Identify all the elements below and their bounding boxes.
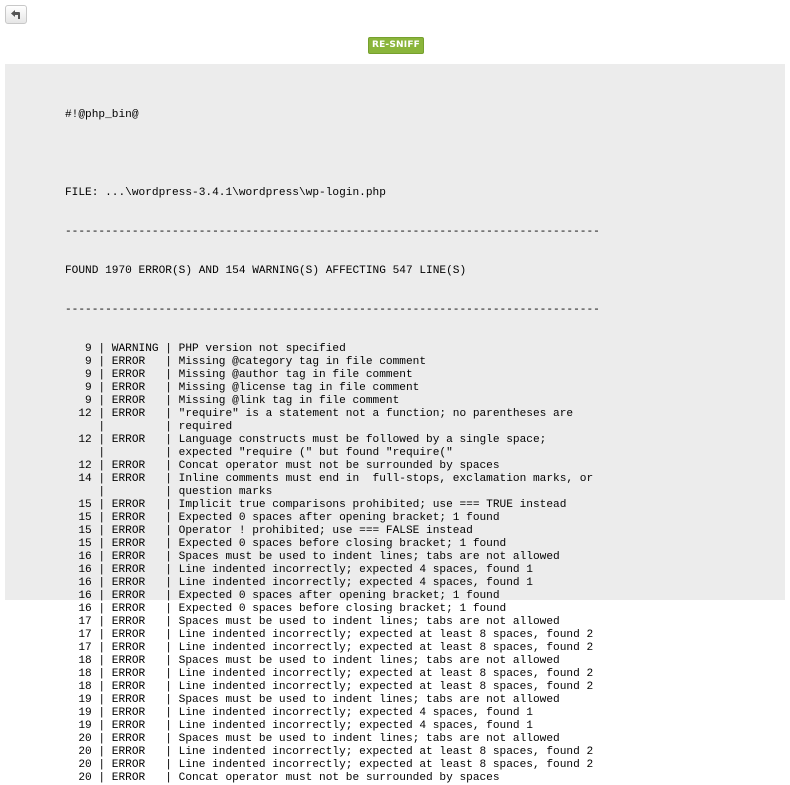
report-rows (65, 343, 600, 784)
report-row: 9 | ERROR | Missing @category tag in file comment (65, 356, 427, 368)
report-row: 20 | ERROR | Line indented incorrectly; expected at least 8 spaces, found 2 (65, 759, 594, 771)
report-row: 12 | ERROR | Concat operator must not be surrounded by spaces (65, 460, 500, 472)
report-row: | | expected "require (" but found "require(" (65, 447, 453, 459)
report-row: | | question marks (65, 486, 273, 498)
report-row: 16 | ERROR | Expected 0 spaces after opening bracket; 1 found (65, 590, 500, 602)
report-row: 12 | ERROR | "require" is a statement not a function; no parentheses are (65, 408, 574, 420)
report-row: 19 | ERROR | Spaces must be used to indent lines; tabs are not allowed (65, 694, 560, 706)
separator-line: -------------------------------------------------------------------------------- (65, 226, 600, 238)
report-row: 20 | ERROR | Concat operator must not be surrounded by spaces (65, 772, 500, 784)
report-row: 12 | ERROR | Language constructs must be followed by a single space; (65, 434, 547, 446)
report-row: 9 | ERROR | Missing @license tag in file comment (65, 382, 420, 394)
report-row: 16 | ERROR | Line indented incorrectly; expected 4 spaces, found 1 (65, 564, 533, 576)
report-row: 17 | ERROR | Spaces must be used to indent lines; tabs are not allowed (65, 616, 560, 628)
report-output (65, 83, 600, 784)
report-row: 15 | ERROR | Expected 0 spaces after opening bracket; 1 found (65, 512, 500, 524)
resniff-button[interactable]: RE-SNIFF (368, 37, 424, 54)
report-row: 15 | ERROR | Expected 0 spaces before closing bracket; 1 found (65, 538, 507, 550)
report-row: 15 | ERROR | Operator ! prohibited; use === FALSE instead (65, 525, 473, 537)
report-row: 20 | ERROR | Line indented incorrectly; expected at least 8 spaces, found 2 (65, 746, 594, 758)
report-row: 17 | ERROR | Line indented incorrectly; expected at least 8 spaces, found 2 (65, 629, 594, 641)
report-row: | | required (65, 421, 233, 433)
report-row: 14 | ERROR | Inline comments must end in full-stops, exclamation marks, or (65, 473, 594, 485)
separator-line: -------------------------------------------------------------------------------- (65, 304, 600, 316)
back-arrow-icon (10, 9, 22, 20)
shebang-line: #!@php_bin@ (65, 109, 139, 121)
report-row: 18 | ERROR | Line indented incorrectly; expected at least 8 spaces, found 2 (65, 668, 594, 680)
blank-line (65, 148, 600, 161)
report-row: 20 | ERROR | Spaces must be used to indent lines; tabs are not allowed (65, 733, 560, 745)
report-row: 15 | ERROR | Implicit true comparisons prohibited; use === TRUE instead (65, 499, 567, 511)
report-row: 16 | ERROR | Line indented incorrectly; expected 4 spaces, found 1 (65, 577, 533, 589)
report-row: 18 | ERROR | Line indented incorrectly; expected at least 8 spaces, found 2 (65, 681, 594, 693)
report-row: 9 | WARNING | PHP version not specified (65, 343, 346, 355)
summary-line: FOUND 1970 ERROR(S) AND 154 WARNING(S) AFFECTING 547 LINE(S) (65, 265, 467, 277)
report-row: 17 | ERROR | Line indented incorrectly; expected at least 8 spaces, found 2 (65, 642, 594, 654)
report-row: 16 | ERROR | Expected 0 spaces before closing bracket; 1 found (65, 603, 507, 615)
report-row: 19 | ERROR | Line indented incorrectly; expected 4 spaces, found 1 (65, 720, 533, 732)
report-panel (5, 64, 785, 784)
back-button[interactable] (5, 5, 27, 24)
report-row: 9 | ERROR | Missing @link tag in file comment (65, 395, 400, 407)
report-row: 18 | ERROR | Spaces must be used to indent lines; tabs are not allowed (65, 655, 560, 667)
report-row: 9 | ERROR | Missing @author tag in file comment (65, 369, 413, 381)
file-path-line: FILE: ...\wordpress-3.4.1\wordpress\wp-login.php (65, 187, 386, 199)
report-row: 19 | ERROR | Line indented incorrectly; expected 4 spaces, found 1 (65, 707, 533, 719)
report-row: 16 | ERROR | Spaces must be used to indent lines; tabs are not allowed (65, 551, 560, 563)
